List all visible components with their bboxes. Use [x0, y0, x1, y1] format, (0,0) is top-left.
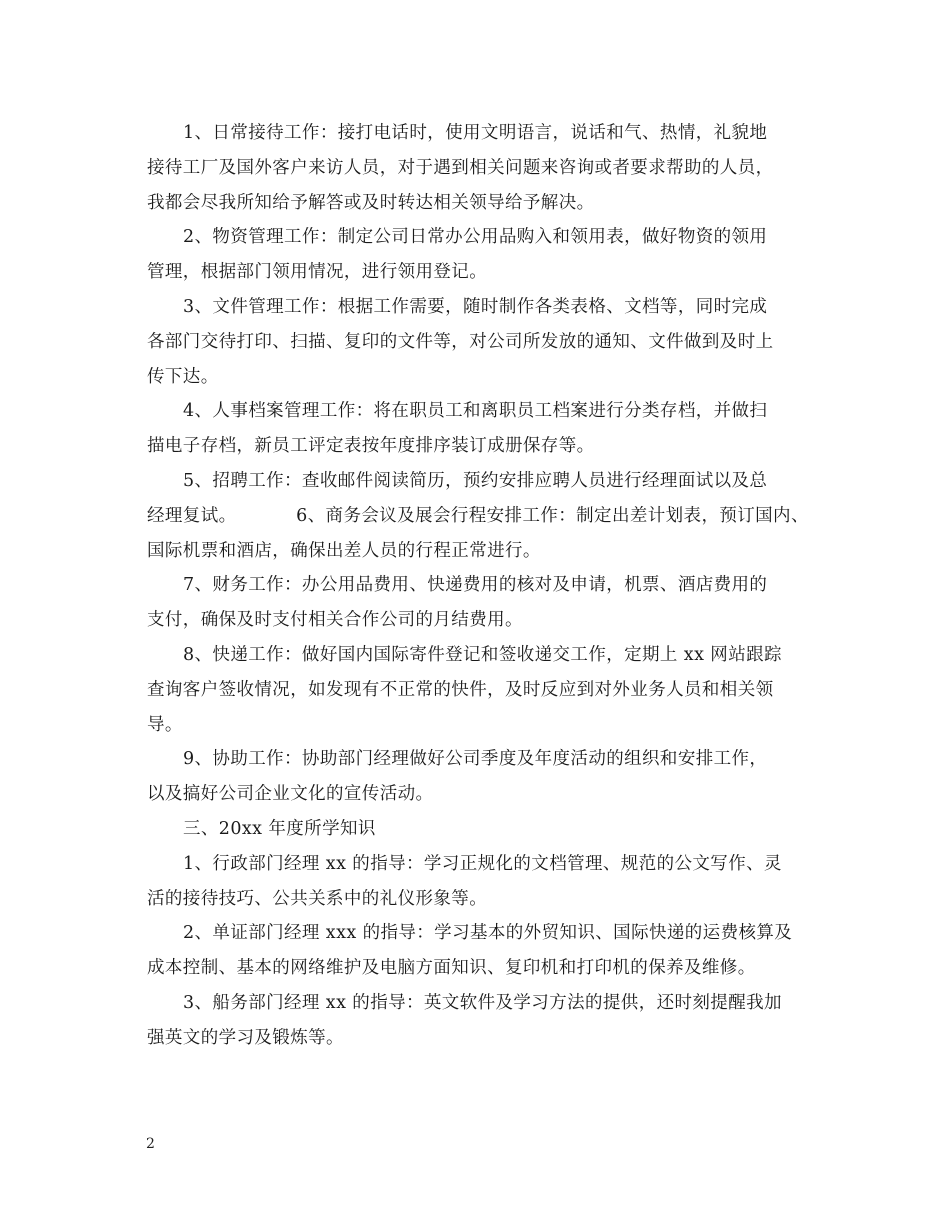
text-line: 1、日常接待工作：接打电话时，使用文明语言，说话和气、热情，礼貌地 [183, 123, 768, 143]
paragraph-admin-guidance [147, 847, 827, 917]
text-line: 我都会尽我所知给予解答或及时转达相关领导给予解决。 [147, 192, 595, 213]
text-line: 各部门交待打印、扫描、复印的文件等，对公司所发放的通知、文件做到及时上 [147, 331, 774, 352]
text-line: 国际机票和酒店，确保出差人员的行程正常进行。 [147, 540, 541, 561]
text-line: 3、文件管理工作：根据工作需要，随时制作各类表格、文档等，同时完成 [183, 296, 768, 317]
text-line: 活的接待技巧、公共关系中的礼仪形象等。 [147, 888, 488, 909]
paragraph-finance [147, 568, 827, 638]
text-line: 2、物资管理工作：制定公司日常办公用品购入和领用表，做好物资的领用 [183, 227, 768, 248]
text-line: 4、人事档案管理工作：将在职员工和离职员工档案进行分类存档，并做扫 [183, 401, 768, 422]
text-line: 导。 [147, 714, 183, 735]
text-line: 传下达。 [147, 366, 219, 387]
text-line: 描电子存档，新员工评定表按年度排序装订成册保存等。 [147, 436, 595, 457]
text-line: 7、财务工作：办公用品费用、快递费用的核对及申请，机票、酒店费用的 [183, 575, 768, 596]
text-line: 经理复试。 6、商务会议及展会行程安排工作：制定出差计划表，预订国内、 [147, 505, 809, 526]
paragraph-daily-reception [147, 116, 827, 220]
paragraph-recruitment [147, 464, 827, 568]
text-line: 1、行政部门经理 xx 的指导：学习正规化的文档管理、规范的公文写作、灵 [183, 853, 782, 874]
paragraph-assistance [147, 742, 827, 812]
text-line: 8、快递工作：做好国内国际寄件登记和签收递交工作，定期上 xx 网站跟踪 [183, 644, 782, 665]
text-line: 强英文的学习及锻炼等。 [147, 1027, 344, 1048]
text-line: 2、单证部门经理 xxx 的指导：学习基本的外贸知识、国际快递的运费核算及 [183, 923, 793, 944]
text-line: 以及搞好公司企业文化的宣传活动。 [147, 784, 434, 805]
text-line: 三、20xx 年度所学知识 [183, 818, 376, 839]
section-heading-knowledge [147, 812, 827, 847]
text-line: 管理，根据部门领用情况，进行领用登记。 [147, 262, 488, 283]
document-body [147, 116, 827, 1056]
text-line: 查询客户签收情况，如发现有不正常的快件，及时反应到对外业务人员和相关领 [147, 679, 774, 700]
text-line: 支付，确保及时支付相关合作公司的月结费用。 [147, 610, 523, 631]
paragraph-hr-archives [147, 394, 827, 464]
text-line: 9、协助工作：协助部门经理做好公司季度及年度活动的组织和安排工作， [183, 749, 768, 770]
paragraph-file-management [147, 290, 827, 394]
paragraph-shipping-guidance [147, 986, 827, 1056]
paragraph-materials-management [147, 220, 827, 290]
text-line: 接待工厂及国外客户来访人员，对于遇到相关问题来咨询或者要求帮助的人员， [147, 157, 774, 178]
text-line: 5、招聘工作：查收邮件阅读简历，预约安排应聘人员进行经理面试以及总 [183, 470, 768, 491]
page-number: 2 [146, 1136, 155, 1152]
text-line: 3、船务部门经理 xx 的指导：英文软件及学习方法的提供，还时刻提醒我加 [183, 992, 782, 1013]
paragraph-documents-guidance [147, 916, 827, 986]
text-line: 成本控制、基本的网络维护及电脑方面知识、复印机和打印机的保养及维修。 [147, 958, 756, 979]
paragraph-courier [147, 638, 827, 742]
